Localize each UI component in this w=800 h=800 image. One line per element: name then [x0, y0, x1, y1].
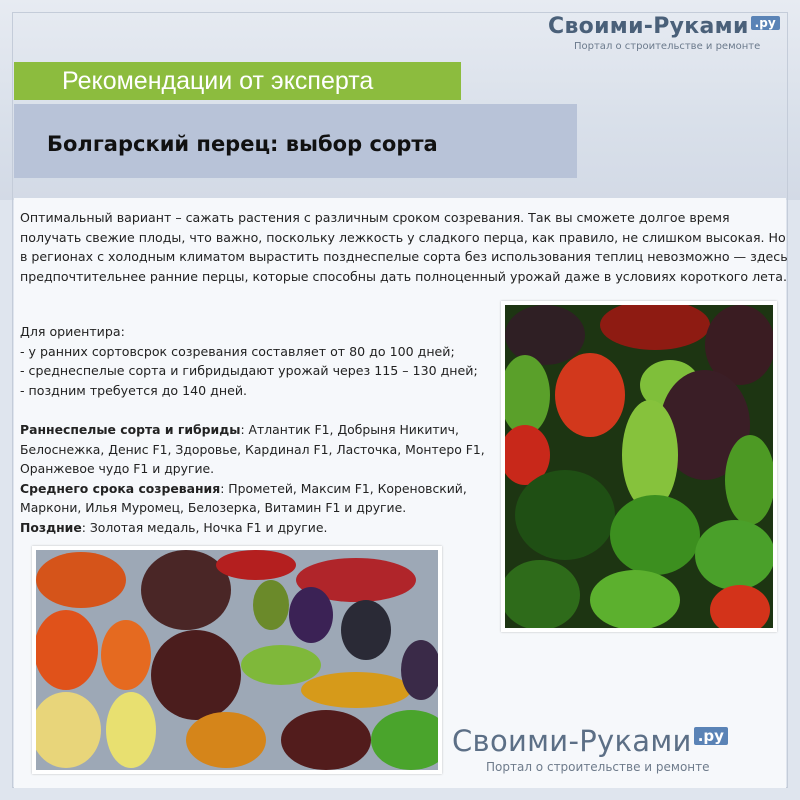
expert-kicker: Рекомендации от эксперта: [14, 62, 461, 100]
variety-late: [20, 518, 490, 538]
peppers-photo-right: [501, 301, 777, 632]
logo-tagline: Портал о строительстве и ремонте: [574, 41, 761, 52]
logo-domain-badge: .ру: [694, 727, 728, 745]
variety-mid: [20, 479, 490, 518]
peppers-illustration: [36, 550, 438, 770]
site-logo-bottom[interactable]: [452, 724, 792, 784]
orientation-item: - поздним требуется до 140 дней.: [20, 382, 248, 398]
page-title: Болгарский перец: выбор сорта: [14, 104, 577, 178]
logo-name: Своими-Руками: [452, 724, 692, 758]
orientation-block: [20, 322, 500, 400]
peppers-photo-left: [32, 546, 442, 774]
variety-label: Раннеспелые сорта и гибриды: [20, 422, 241, 437]
variety-label: Среднего срока созревания: [20, 480, 221, 496]
site-logo-top[interactable]: [548, 14, 788, 56]
logo-domain-badge: .ру: [751, 16, 780, 30]
logo-name: Своими-Руками: [548, 14, 749, 39]
variety-list: : Прометей, Максим F1, Кореновский, Маркони, Илья Муромец, Белозерка, Витамин F1 и другие.: [20, 480, 467, 515]
variety-label: Поздние: [20, 519, 82, 535]
orientation-title: Для ориентира:: [20, 324, 125, 339]
orientation-item: - среднеспелые сорта и гибридыдают урожай через 115 – 130 дней;: [20, 363, 478, 378]
variety-list: : Атлантик F1, Добрыня Никитич, Белоснежка, Денис F1, Здоровье, Кардинал F1, Ласточка, Монтеро F1, Оранжевое чудо F1 и другие.: [20, 422, 485, 476]
orientation-item: - у ранних сортовсрок созревания составляет от 80 до 100 дней;: [20, 343, 455, 359]
variety-list: : Золотая медаль, Ночка F1 и другие.: [81, 519, 328, 535]
variety-early: [20, 420, 490, 479]
peppers-illustration: [505, 305, 773, 628]
intro-paragraph: Оптимальный вариант – сажать растения с различным сроком созревания. Так вы сможете долгое время получать свежие плоды, что важно, поскольку лежкость у сладкого перца, как правило, не слишком высокая. Но в регионах с холодным климатом вырастить позднеспелые сорта без использования теплиц невозможно — здесь предпочтительнее ранние перцы, которые способны дать полноценный урожай даже в условиях короткого лета.: [20, 210, 788, 284]
logo-tagline: Портал о строительстве и ремонте: [486, 760, 710, 774]
varieties-block: [20, 420, 490, 537]
